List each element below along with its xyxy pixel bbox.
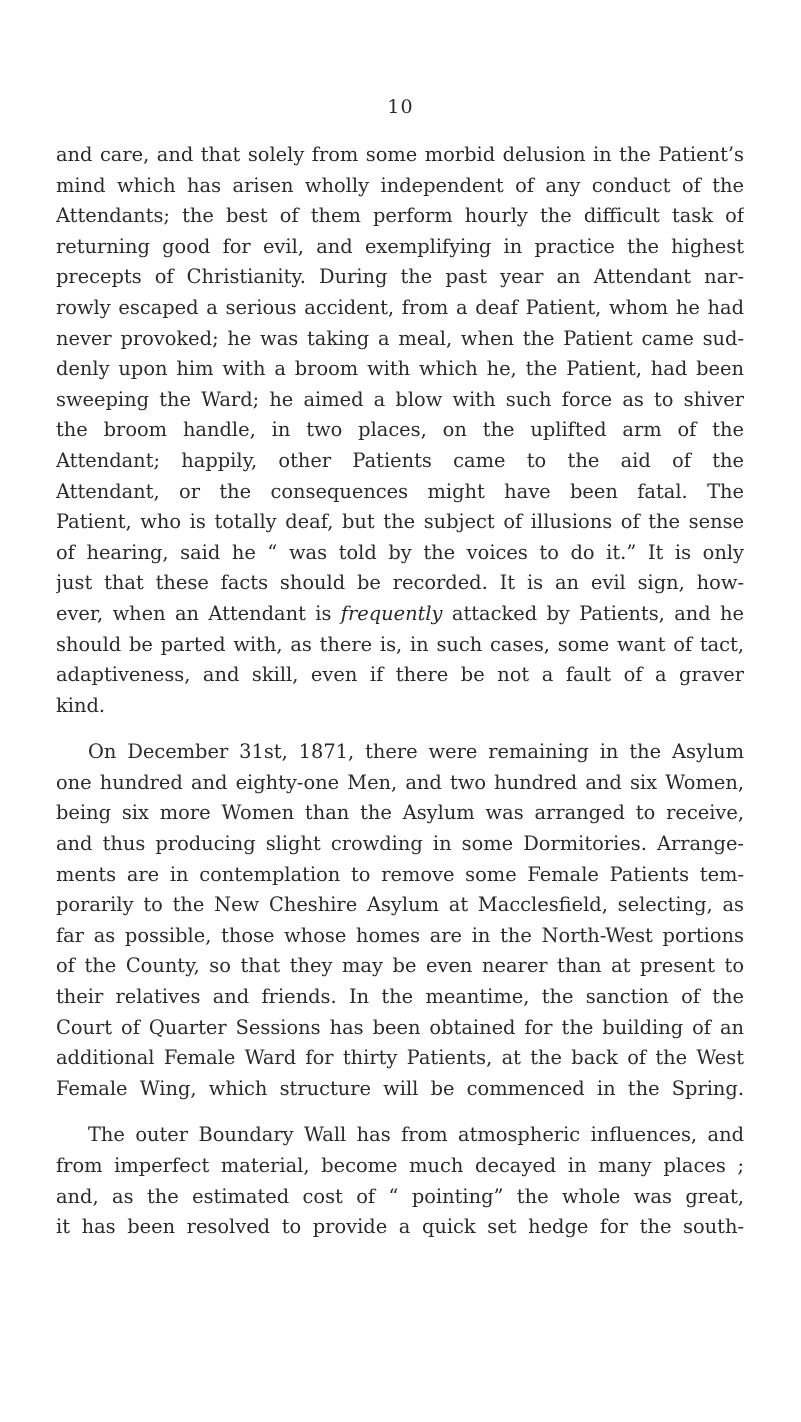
text-line: Attendants; the best of them perform hourly the difficult task of — [56, 204, 744, 228]
text-line: returning good for evil, and exemplifying in practice the highest — [56, 234, 744, 258]
paragraph-gap — [56, 721, 744, 737]
text-fragment: attacked by Patients, and he — [442, 601, 744, 625]
text-line: ments are in contemplation to remove some Female Patients tem- — [56, 862, 744, 886]
text-line: rowly escaped a serious accident, from a deaf Patient, whom he had — [56, 295, 744, 319]
text-line: denly upon him with a broom with which he, the Patient, had been — [56, 357, 744, 381]
text-line: it has been resolved to provide a quick set hedge for the south- — [56, 1215, 744, 1239]
text-fragment: ever, when an Attendant is — [56, 601, 341, 625]
text-line: one hundred and eighty-one Men, and two hundred and six Women, — [56, 770, 744, 794]
text-line: their relatives and friends. In the meantime, the sanction of the — [56, 985, 744, 1009]
text-line: Court of Quarter Sessions has been obtained for the building of an — [56, 1015, 744, 1039]
text-line: Attendant; happily, other Patients came to the aid of the — [56, 448, 744, 472]
text-line-with-italic — [56, 599, 744, 630]
text-line: kind. — [56, 693, 106, 717]
text-line: from imperfect material, become much decayed in many places ; — [56, 1154, 744, 1177]
text-line: mind which has arisen wholly independent of any conduct of the — [56, 173, 744, 197]
text-line: of hearing, said he “ was told by the voices to do it.” It is only — [56, 540, 744, 564]
text-line: sweeping the Ward; he aimed a blow with such force as to shiver — [56, 387, 744, 411]
text-line: and care, and that solely from some morbid delusion in the Patient’s — [56, 143, 744, 166]
text-line: additional Female Ward for thirty Patients, at the back of the West — [56, 1046, 744, 1070]
text-line: being six more Women than the Asylum was arranged to receive, — [56, 801, 744, 825]
text-line: On December 31st, 1871, there were remaining in the Asylum — [88, 740, 744, 764]
italic-word: frequently — [340, 601, 443, 625]
text-line: and thus producing slight crowding in some Dormitories. Arrange- — [56, 832, 744, 856]
text-line: precepts of Christianity. During the past year an Attendant nar- — [56, 265, 744, 289]
text-line: just that these facts should be recorded. It is an evil sign, how- — [56, 571, 744, 595]
text-line: the broom handle, in two places, on the uplifted arm of the — [56, 418, 744, 442]
text-line: far as possible, those whose homes are in the North-West portions — [56, 923, 744, 947]
text-line: adaptiveness, and skill, even if there be not a fault of a graver — [56, 663, 744, 687]
paragraph-gap — [56, 1104, 744, 1120]
body-text — [56, 140, 744, 1243]
text-line: The outer Boundary Wall has from atmospheric influences, and — [88, 1123, 744, 1147]
text-line: of the County, so that they may be even nearer than at present to — [56, 954, 744, 978]
page-number: 10 — [387, 96, 414, 118]
text-line: never provoked; he was taking a meal, when the Patient came sud- — [56, 326, 744, 350]
text-line: Attendant, or the consequences might have been fatal. The — [56, 479, 744, 503]
text-line: and, as the estimated cost of “ pointing” the whole was great, — [56, 1184, 744, 1208]
text-line: should be parted with, as there is, in such cases, some want of tact, — [56, 632, 744, 656]
text-line: Female Wing, which structure will be commenced in the Spring. — [56, 1076, 744, 1100]
text-line: porarily to the New Cheshire Asylum at Macclesfield, selecting, as — [56, 893, 744, 917]
text-line: Patient, who is totally deaf, but the subject of illusions of the sense — [56, 510, 744, 534]
